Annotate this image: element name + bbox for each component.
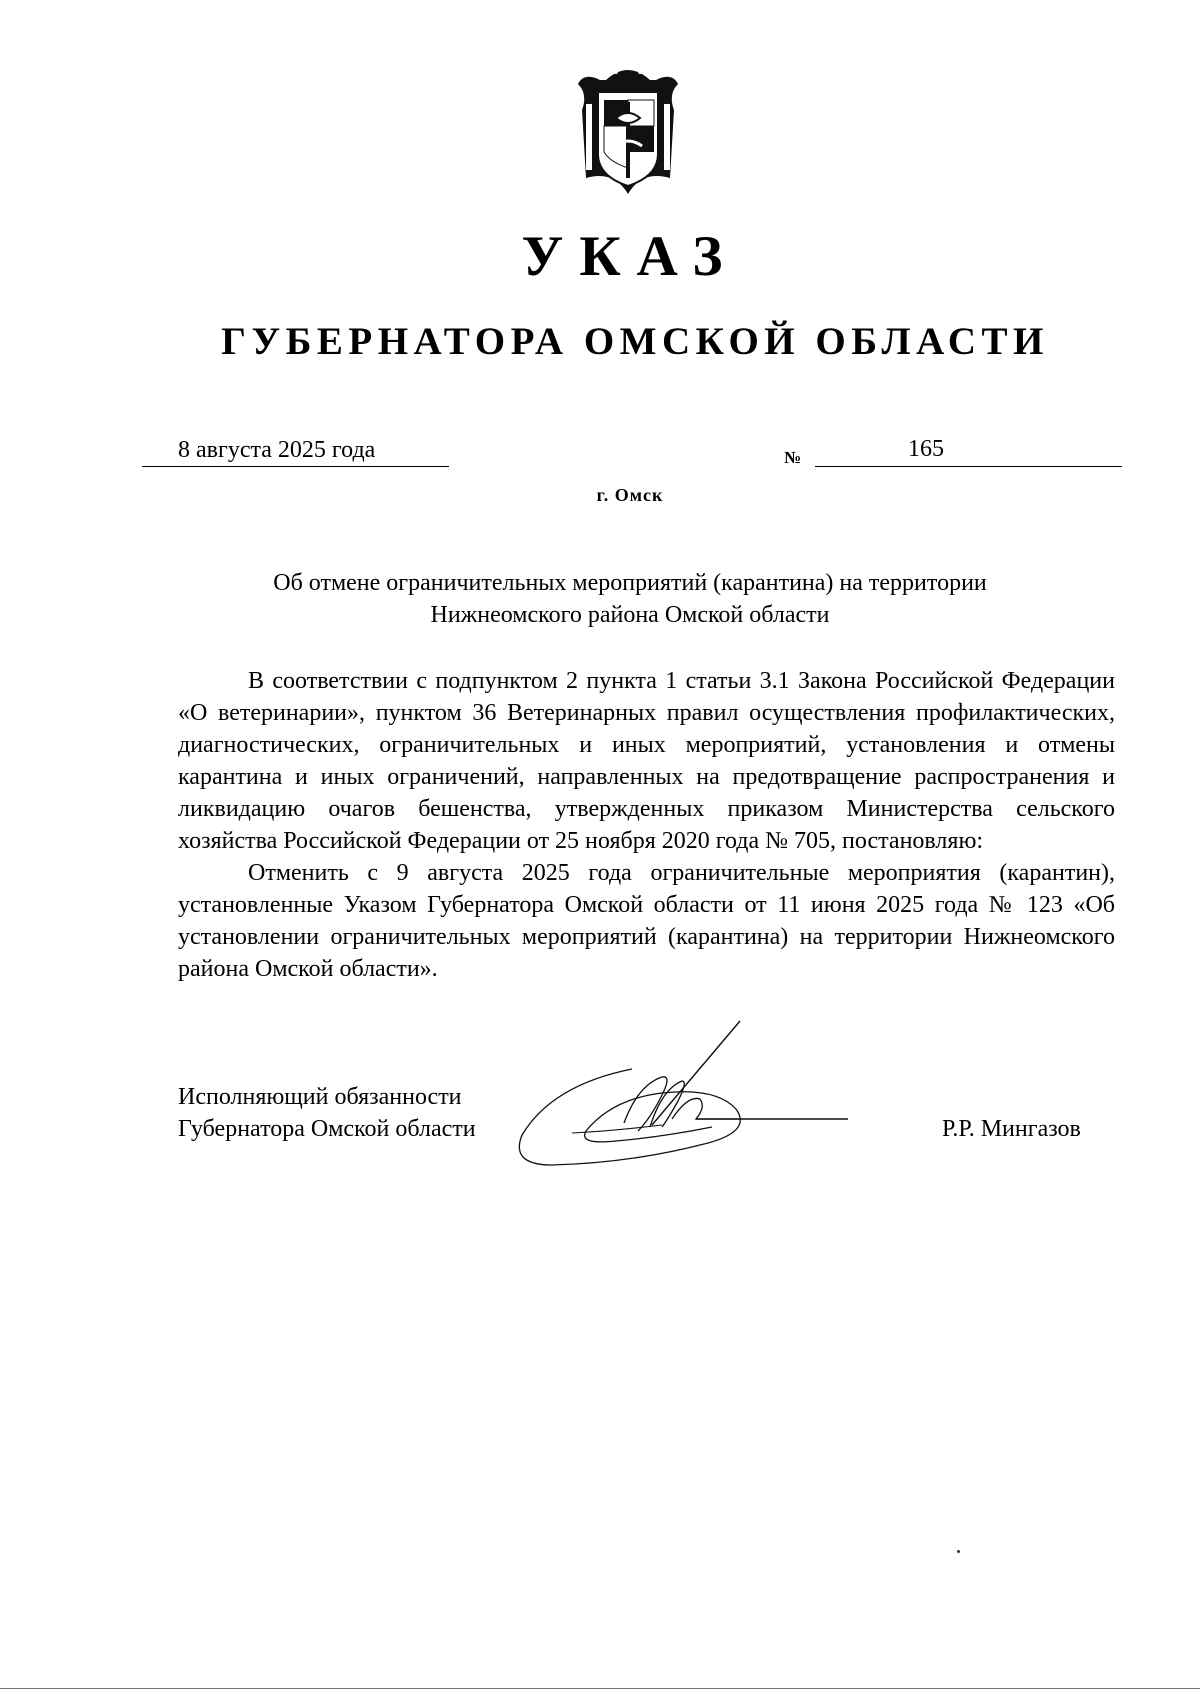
scan-speck: [957, 1550, 960, 1553]
coat-of-arms-icon: [570, 58, 686, 196]
number-sign: №: [784, 448, 802, 467]
document-date: 8 августа 2025 года: [178, 437, 376, 463]
document-body: [178, 665, 1115, 985]
signatory-role-line-2: Губернатора Омской области: [178, 1116, 476, 1142]
document-number: 165: [908, 436, 944, 462]
document-heading: [150, 567, 1110, 631]
date-underline: [142, 466, 449, 467]
heading-line-1: Об отмене ограничительных мероприятий (карантина) на территории: [273, 570, 987, 596]
document-city: г. Омск: [596, 485, 664, 505]
heading-line-2: Нижнеомского района Омской области: [430, 602, 830, 628]
body-paragraph-1: В соответствии с подпунктом 2 пункта 1 статьи 3.1 Закона Российской Федерации «О ветеринарии», пунктом 36 Ветеринарных правил осуществления профилактических, диагностических, ограничительных и иных мероприятий, установления и отмены карантина и иных ограничений, направленных на предотвращение распространения и ликвидацию очагов бешенства, утвержденных приказом Министерства сельского хозяйства Российской Федерации от 25 ноября 2020 года № 705, постановляю:: [178, 668, 1115, 854]
document-subtitle: ГУБЕРНАТОРА ОМСКОЙ ОБЛАСТИ: [221, 320, 1049, 363]
signatory-name: Р.Р. Мингазов: [942, 1116, 1081, 1142]
page-bottom-edge: [0, 1688, 1200, 1689]
document-title: УКАЗ: [521, 225, 739, 288]
signatory-role-line-1: Исполняющий обязанности: [178, 1084, 462, 1110]
handwritten-signature-icon: [512, 1015, 932, 1195]
body-paragraph-2: Отменить с 9 августа 2025 года ограничительные мероприятия (карантин), установленные Указом Губернатора Омской области от 11 июня 2025 года № 123 «Об установлении ограничительных мероприятий (карантина) на территории Нижнеомского района Омской области».: [178, 860, 1115, 982]
number-underline: [815, 466, 1122, 467]
signatory-role: [178, 1081, 538, 1145]
